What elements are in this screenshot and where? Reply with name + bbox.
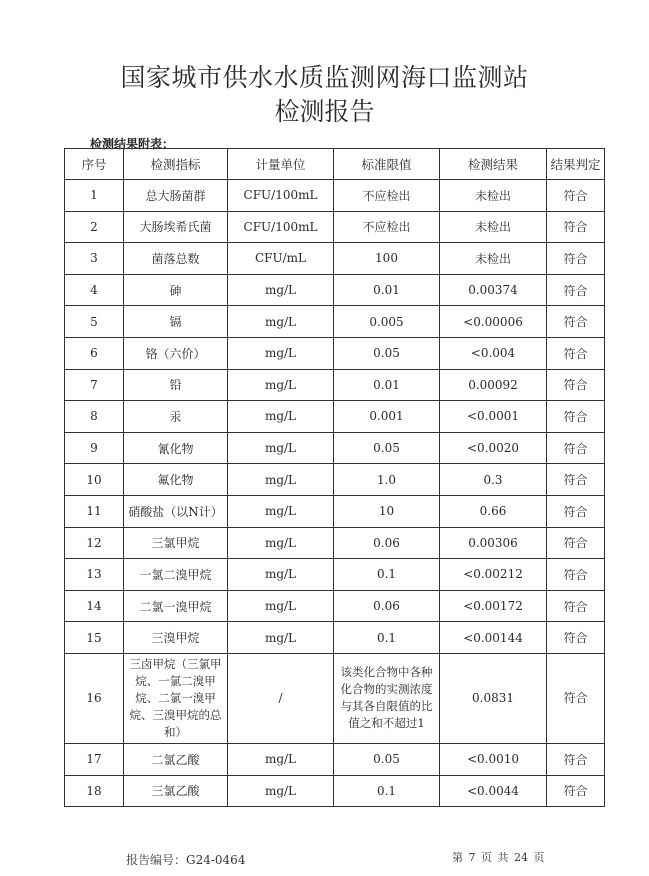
cell-verdict: 符合 (547, 337, 605, 369)
table-row (65, 622, 605, 654)
cell-verdict: 符合 (547, 559, 605, 591)
table-header-row (65, 149, 605, 180)
cell-item: 汞 (124, 401, 228, 433)
cell-limit: 0.1 (334, 622, 440, 654)
table-row (65, 337, 605, 369)
col-header-item: 检测指标 (124, 149, 228, 180)
cell-item: 二氯一溴甲烷 (124, 590, 228, 622)
cell-result: <0.0044 (440, 775, 547, 807)
cell-unit: mg/L (228, 306, 334, 338)
cell-unit: mg/L (228, 527, 334, 559)
cell-unit: mg/L (228, 622, 334, 654)
cell-unit: CFU/100mL (228, 180, 334, 212)
cell-unit: mg/L (228, 559, 334, 591)
cell-verdict: 符合 (547, 622, 605, 654)
cell-unit: mg/L (228, 337, 334, 369)
cell-result: <0.004 (440, 337, 547, 369)
table-row (65, 243, 605, 275)
cell-result: 未检出 (440, 243, 547, 275)
table-row (65, 401, 605, 433)
cell-item: 二氯乙酸 (124, 743, 228, 775)
table-row (65, 432, 605, 464)
cell-verdict: 符合 (547, 306, 605, 338)
cell-item: 铬（六价） (124, 337, 228, 369)
table-row (65, 495, 605, 527)
cell-limit: 0.001 (334, 401, 440, 433)
cell-unit: mg/L (228, 274, 334, 306)
cell-limit: 不应检出 (334, 211, 440, 243)
cell-no: 4 (65, 274, 124, 306)
cell-item: 氟化物 (124, 464, 228, 496)
cell-verdict: 符合 (547, 401, 605, 433)
cell-verdict: 符合 (547, 590, 605, 622)
cell-verdict: 符合 (547, 211, 605, 243)
cell-limit: 1.0 (334, 464, 440, 496)
col-header-limit: 标准限值 (334, 149, 440, 180)
cell-result: 0.66 (440, 495, 547, 527)
table-row (65, 274, 605, 306)
cell-no: 13 (65, 559, 124, 591)
cell-item: 总大肠菌群 (124, 180, 228, 212)
cell-limit: 10 (334, 495, 440, 527)
cell-unit: mg/L (228, 464, 334, 496)
cell-limit: 0.01 (334, 369, 440, 401)
cell-verdict: 符合 (547, 464, 605, 496)
cell-no: 15 (65, 622, 124, 654)
cell-verdict: 符合 (547, 775, 605, 807)
cell-verdict: 符合 (547, 653, 605, 743)
cell-verdict: 符合 (547, 743, 605, 775)
cell-result: 0.00374 (440, 274, 547, 306)
cell-verdict: 符合 (547, 369, 605, 401)
cell-item: 一氯二溴甲烷 (124, 559, 228, 591)
cell-limit: 0.1 (334, 775, 440, 807)
table-row (65, 369, 605, 401)
cell-verdict: 符合 (547, 527, 605, 559)
cell-no: 9 (65, 432, 124, 464)
cell-no: 11 (65, 495, 124, 527)
cell-limit: 0.05 (334, 337, 440, 369)
table-row (65, 464, 605, 496)
cell-no: 2 (65, 211, 124, 243)
cell-item: 砷 (124, 274, 228, 306)
cell-verdict: 符合 (547, 243, 605, 275)
cell-no: 12 (65, 527, 124, 559)
col-header-result: 检测结果 (440, 149, 547, 180)
cell-item: 铅 (124, 369, 228, 401)
cell-limit: 0.005 (334, 306, 440, 338)
cell-verdict: 符合 (547, 274, 605, 306)
cell-unit: / (228, 653, 334, 743)
cell-limit: 100 (334, 243, 440, 275)
cell-item: 镉 (124, 306, 228, 338)
cell-limit: 0.06 (334, 590, 440, 622)
cell-result: 0.00092 (440, 369, 547, 401)
cell-limit: 0.01 (334, 274, 440, 306)
table-row (65, 211, 605, 243)
cell-result: 0.0831 (440, 653, 547, 743)
cell-item: 三氯甲烷 (124, 527, 228, 559)
cell-unit: mg/L (228, 743, 334, 775)
cell-verdict: 符合 (547, 495, 605, 527)
cell-item: 大肠埃希氏菌 (124, 211, 228, 243)
cell-item: 三氯乙酸 (124, 775, 228, 807)
cell-unit: CFU/mL (228, 243, 334, 275)
results-table (64, 148, 605, 807)
cell-limit: 0.1 (334, 559, 440, 591)
cell-result: <0.0020 (440, 432, 547, 464)
table-row (65, 180, 605, 212)
cell-no: 6 (65, 337, 124, 369)
cell-no: 1 (65, 180, 124, 212)
cell-limit: 0.05 (334, 743, 440, 775)
table-row (65, 527, 605, 559)
col-header-no: 序号 (65, 149, 124, 180)
cell-no: 18 (65, 775, 124, 807)
table-row (65, 743, 605, 775)
table-row (65, 306, 605, 338)
cell-no: 5 (65, 306, 124, 338)
cell-result: <0.00144 (440, 622, 547, 654)
cell-result: <0.00212 (440, 559, 547, 591)
cell-no: 16 (65, 653, 124, 743)
cell-unit: mg/L (228, 495, 334, 527)
cell-no: 10 (65, 464, 124, 496)
cell-limit: 0.06 (334, 527, 440, 559)
cell-result: 0.00306 (440, 527, 547, 559)
report-number: 报告编号：G24-0464 (126, 853, 246, 867)
table-row (65, 590, 605, 622)
cell-result: 未检出 (440, 180, 547, 212)
cell-item: 三溴甲烷 (124, 622, 228, 654)
table-row (65, 653, 605, 743)
cell-item: 氰化物 (124, 432, 228, 464)
cell-no: 3 (65, 243, 124, 275)
cell-unit: mg/L (228, 401, 334, 433)
cell-unit: CFU/100mL (228, 211, 334, 243)
cell-item: 三卤甲烷（三氯甲烷、一氯二溴甲烷、二氯一溴甲烷、三溴甲烷的总和） (124, 653, 228, 743)
report-title-line1: 国家城市供水水质监测网海口监测站 (120, 63, 529, 92)
cell-result: <0.00006 (440, 306, 547, 338)
cell-unit: mg/L (228, 369, 334, 401)
cell-item: 硝酸盐（以N计） (124, 495, 228, 527)
cell-result: 0.3 (440, 464, 547, 496)
cell-result: <0.0001 (440, 401, 547, 433)
cell-verdict: 符合 (547, 432, 605, 464)
cell-result: <0.0010 (440, 743, 547, 775)
cell-result: <0.00172 (440, 590, 547, 622)
col-header-verdict: 结果判定 (547, 149, 605, 180)
cell-verdict: 符合 (547, 180, 605, 212)
cell-no: 7 (65, 369, 124, 401)
cell-limit: 不应检出 (334, 180, 440, 212)
table-row (65, 775, 605, 807)
cell-result: 未检出 (440, 211, 547, 243)
cell-unit: mg/L (228, 775, 334, 807)
page-indicator: 第 7 页 共 24 页 (452, 851, 545, 864)
cell-limit: 0.05 (334, 432, 440, 464)
report-title-line2: 检测报告 (274, 97, 375, 126)
cell-unit: mg/L (228, 590, 334, 622)
cell-no: 8 (65, 401, 124, 433)
cell-no: 14 (65, 590, 124, 622)
table-caption: 检测结果附表： (90, 137, 175, 151)
cell-item: 菌落总数 (124, 243, 228, 275)
table-row (65, 559, 605, 591)
col-header-unit: 计量单位 (228, 149, 334, 180)
cell-no: 17 (65, 743, 124, 775)
cell-unit: mg/L (228, 432, 334, 464)
cell-limit: 该类化合物中各种化合物的实测浓度与其各自限值的比值之和不超过1 (334, 653, 440, 743)
